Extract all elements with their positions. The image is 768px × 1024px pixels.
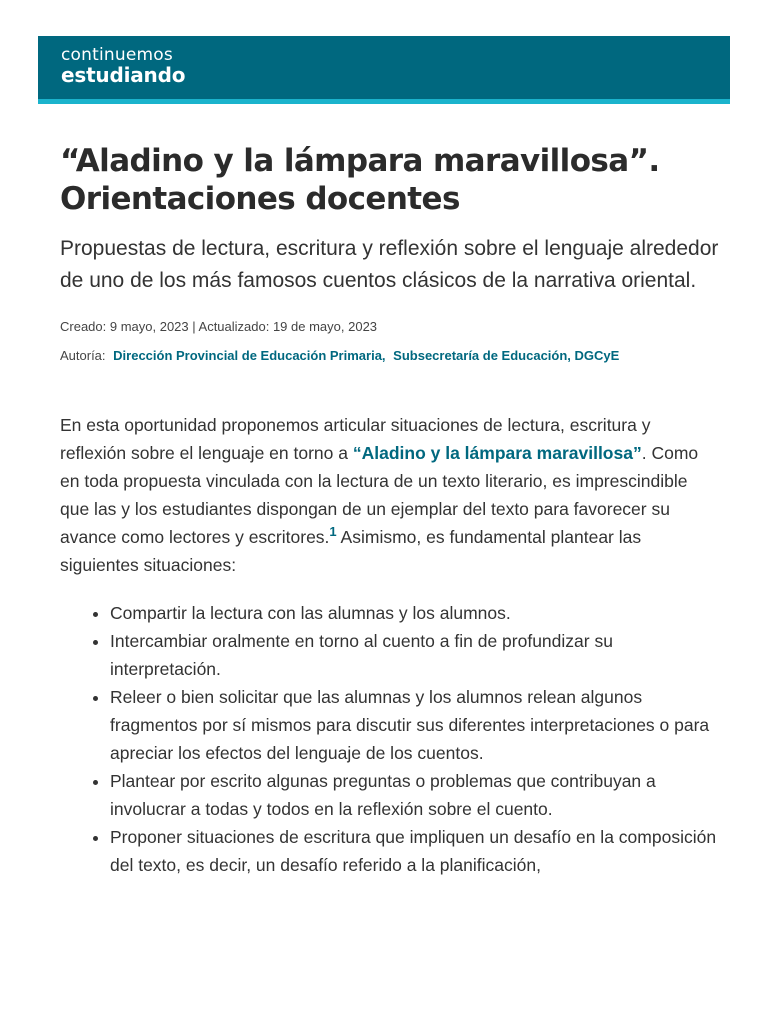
intro-text-3: Asimismo, es fundamental plantear las siguientes situaciones: [60, 527, 642, 575]
logo-top-text: continuemos [61, 45, 173, 65]
site-logo[interactable] [61, 47, 185, 85]
list-item: • Intercambiar oralmente en torno al cuento a fin de profundizar su interpretación. [110, 627, 720, 683]
author-link-primaria[interactable]: Dirección Provincial de Educación Primaria, [113, 348, 386, 363]
logo-bottom-text: estudiando [61, 63, 186, 87]
intro-text-2: . Como en toda propuesta vinculada con la lectura de un texto literario, es imprescindible que las y los estudiantes dispongan de un ejemplar del texto para favorecer su avance como lectores y escritores. [60, 443, 699, 547]
intro-paragraph [60, 411, 720, 579]
author-link-subsecretaria[interactable]: Subsecretaría de Educación, DGCyE [393, 348, 620, 363]
story-title-link[interactable]: “Aladino y la lámpara maravillosa” [352, 443, 642, 463]
article-body [60, 411, 720, 579]
situations-list [60, 599, 720, 879]
page-title [60, 142, 720, 218]
footnote-link[interactable]: 1 [329, 524, 337, 540]
title-line-1: “Aladino y la lámpara maravillosa”. [60, 143, 660, 179]
list-item: • Compartir la lectura con las alumnas y los alumnos. [110, 599, 720, 627]
article-authors [60, 347, 720, 365]
list-item: • Releer o bien solicitar que las alumnas y los alumnos relean algunos fragmentos por sí mismos para discutir sus diferentes interpretaciones o para apreciar los efectos del lenguaje de los cuentos. [110, 683, 720, 767]
site-header [38, 36, 730, 104]
article-subtitle: Propuestas de lectura, escritura y reflexión sobre el lenguaje alrededor de uno de los más famosos cuentos clásicos de la narrativa oriental. [60, 237, 719, 292]
intro-text-1: En esta oportunidad proponemos articular situaciones de lectura, escritura y reflexión sobre el lenguaje en torno a [60, 415, 651, 463]
list-item: • Plantear por escrito algunas preguntas o problemas que contribuyan a involucrar a todas y todos en la reflexión sobre el cuento. [110, 767, 720, 823]
title-line-2: Orientaciones docentes [60, 181, 460, 217]
article-dates: Creado: 9 mayo, 2023 | Actualizado: 19 de mayo, 2023 [60, 319, 378, 334]
article [60, 142, 720, 879]
authors-label: Autoría: [60, 348, 106, 363]
list-item: • Proponer situaciones de escritura que impliquen un desafío en la composición del texto, es decir, un desafío referido a la planificación, [110, 823, 720, 879]
